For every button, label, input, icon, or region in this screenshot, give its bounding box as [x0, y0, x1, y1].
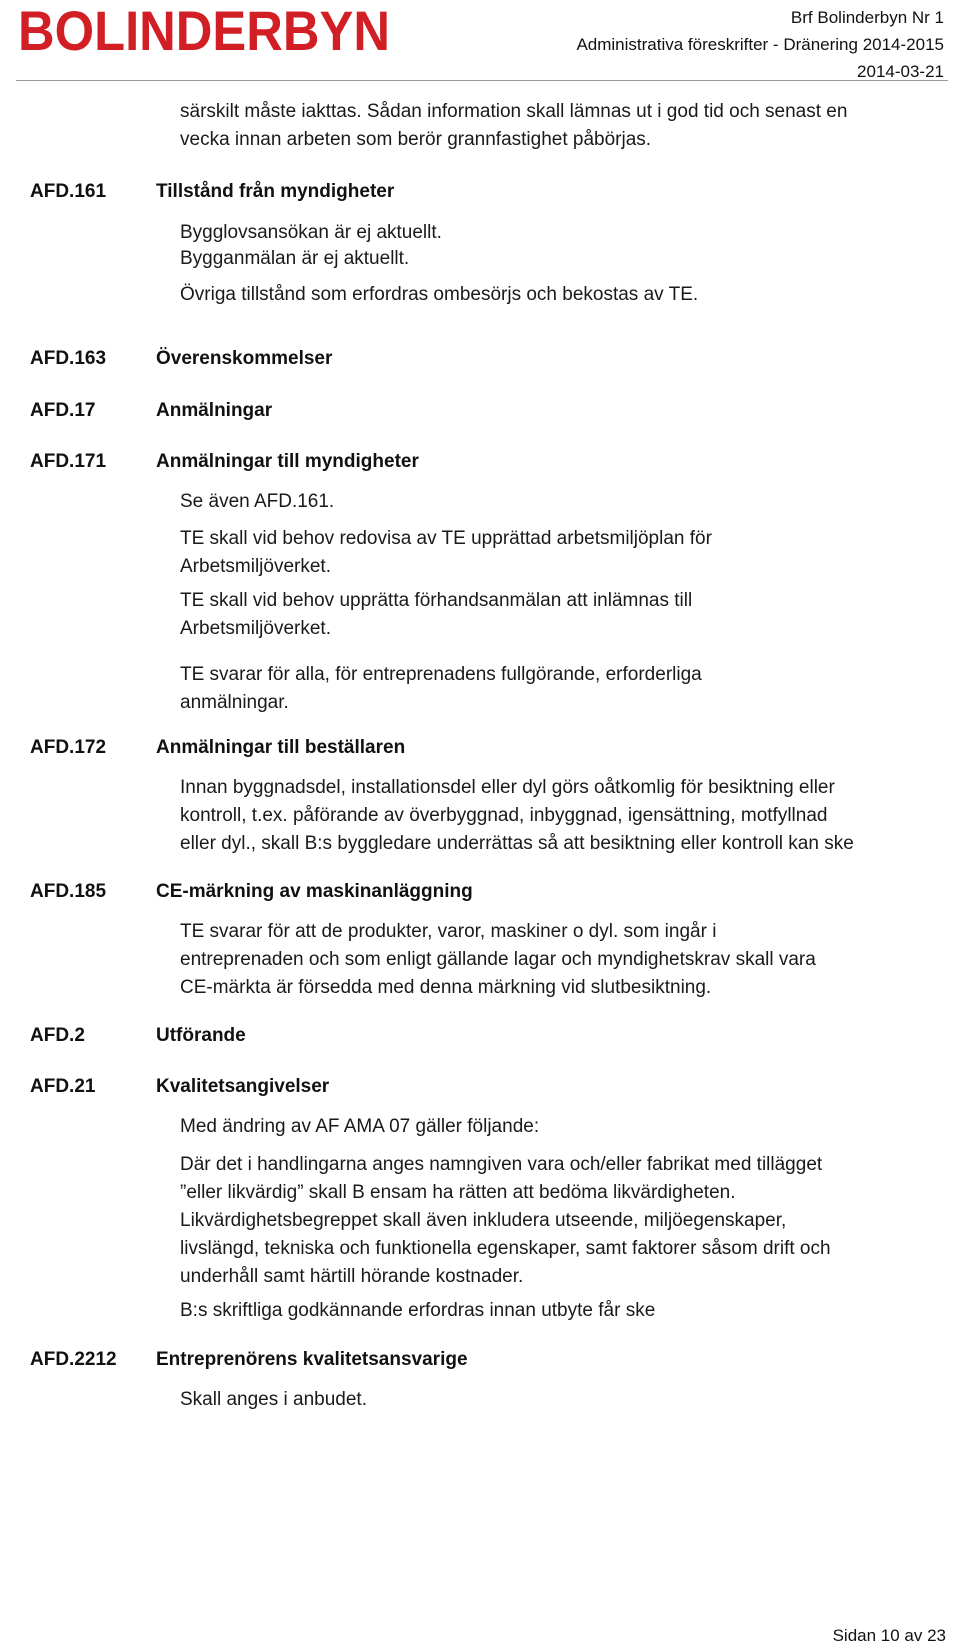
section-body-afd171-p3: TE skall vid behov upprätta förhandsanmälan att inlämnas till Arbetsmiljöverket. [180, 590, 693, 639]
header-date: 2014-03-21 [857, 62, 944, 81]
logo-graphic [16, 0, 396, 58]
section-body-afd161: Bygglovsansökan är ej aktuellt. Bygganmälan är ej aktuellt. Övriga tillstånd som erfordras ombesörjs och bekostas av TE. [180, 222, 699, 305]
section-body-afd171-p4: TE svarar för alla, för entreprenadens fullgörande, erforderliga anmälningar. [180, 664, 702, 713]
section-body-afd171-p1: Se även AFD.161. [180, 491, 335, 512]
section-body-afd21-p1: Med ändring av AF AMA 07 gäller följande: [180, 1116, 540, 1137]
section-code-afd185: AFD.185 [30, 881, 107, 902]
section-code-afd163: AFD.163 [30, 348, 107, 369]
section-code-afd17: AFD.17 [30, 400, 96, 421]
section-body-afd171-p2: TE skall vid behov redovisa av TE upprättad arbetsmiljöplan för Arbetsmiljöverket. [180, 528, 712, 577]
logo-wordmark: BOLINDERBYN [18, 0, 390, 58]
intro-paragraph: särskilt måste iakttas. Sådan information skall lämnas ut i god tid och senast en vecka innan arbeten som berör grannfastighet påbörjas. [180, 101, 848, 150]
section-heading-afd161: Tillstånd från myndigheter [156, 181, 395, 202]
section-heading-afd171: Anmälningar till myndigheter [156, 451, 419, 472]
section-heading-afd172: Anmälningar till beställaren [156, 737, 406, 758]
section-heading-afd21: Kvalitetsangivelser [156, 1076, 330, 1097]
section-heading-afd2: Utförande [156, 1025, 246, 1046]
section-body-afd21-p2: Där det i handlingarna anges namngiven vara och/eller fabrikat med tillägget ”eller likvärdig” skall B ensam ha rätten att bedöma likvärdigheten. Likvärdighetsbegreppet skall även inkludera utseende, miljöegenskaper, livslängd, tekniska och funktionella egenskaper, samt faktorer såsom drift och underhåll samt härtill hörande kostnader. [180, 1154, 831, 1287]
section-heading-afd17: Anmälningar [156, 400, 273, 421]
section-body-afd172: Innan byggnadsdel, installationsdel eller dyl görs oåtkomlig för besiktning eller kontroll, t.ex. påförande av överbyggnad, inbyggnad, igensättning, motfyllnad eller dyl., skall B:s byggledare underrättas så att besiktning eller kontroll kan ske [180, 777, 854, 854]
section-code-afd171: AFD.171 [30, 451, 107, 472]
section-body-afd185: TE svarar för att de produkter, varor, maskiner o dyl. som ingår i entreprenaden och som enligt gällande lagar och myndighetskrav skall vara CE-märkta är försedda med denna märkning vid slutbesiktning. [180, 921, 816, 998]
page-number: Sidan 10 av 23 [832, 1626, 946, 1645]
section-body-afd2212: Skall anges i anbudet. [180, 1389, 367, 1410]
section-heading-afd163: Överenskommelser [156, 348, 333, 369]
section-heading-afd2212: Entreprenörens kvalitetsansvarige [156, 1349, 468, 1370]
section-code-afd161: AFD.161 [30, 181, 107, 202]
header-divider [16, 80, 948, 81]
header-doc-title: Administrativa föreskrifter - Dränering 2014-2015 [576, 35, 944, 54]
section-code-afd172: AFD.172 [30, 737, 107, 758]
document-header-info [576, 4, 944, 85]
section-code-afd21: AFD.21 [30, 1076, 96, 1097]
section-body-afd21-p3: B:s skriftliga godkännande erfordras innan utbyte får ske [180, 1300, 656, 1321]
section-code-afd2212: AFD.2212 [30, 1349, 117, 1370]
bolinderbyn-logo [16, 0, 396, 58]
section-code-afd2: AFD.2 [30, 1025, 85, 1046]
section-heading-afd185: CE-märkning av maskinanläggning [156, 881, 473, 902]
header-org: Brf Bolinderbyn Nr 1 [790, 8, 944, 27]
